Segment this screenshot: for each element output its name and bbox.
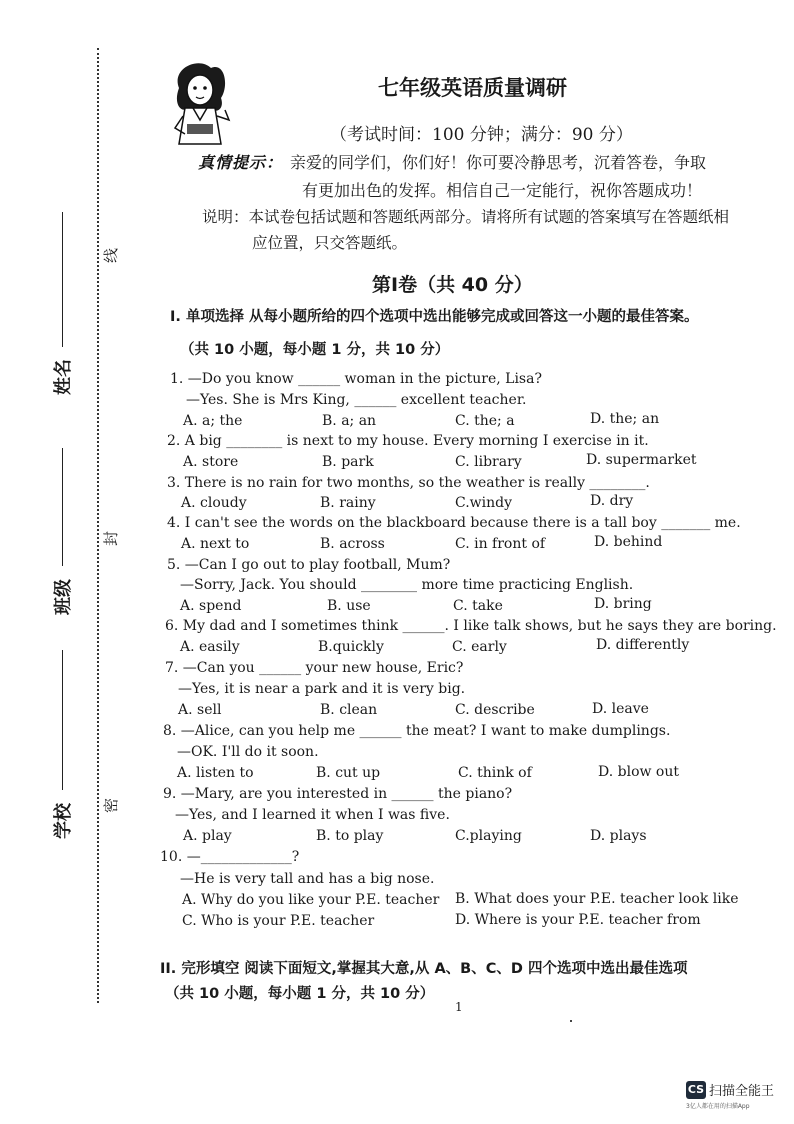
question-1-option-d: D. the; an [590,411,660,427]
question-7-option-c: C. describe [455,702,535,718]
instruction-line-2: 应位置，只交答题纸。 [252,234,408,252]
question-8-line-1: 8. —Alice, can you help me ______ the meat? I want to make dumplings. [163,723,671,739]
question-9-option-c: C.playing [455,828,522,844]
question-2-line-1: 2. A big ________ is next to my house. Every morning I exercise in it. [167,433,649,449]
question-2-option-b: B. park [322,454,374,470]
question-7-line-1: 7. —Can you ______ your new house, Eric? [165,660,464,676]
camscanner-logo-icon: CS [686,1081,706,1099]
question-9-option-a: A. play [183,828,232,844]
tip-line-1: 亲爱的同学们，你们好！你可要冷静思考，沉着答卷，争取 [290,153,707,172]
question-5-option-b: B. use [327,598,371,614]
question-10-option-d: D. Where is your P.E. teacher from [455,912,701,928]
tip-line-2: 有更加出色的发挥。相信自己一定能行，祝你答题成功！ [302,181,703,200]
question-1-line-2: —Yes. She is Mrs King, ______ excellent teacher. [186,392,527,408]
question-2-option-d: D. supermarket [586,452,697,468]
question-3-option-a: A. cloudy [181,495,247,511]
question-1-line-1: 1. —Do you know ______ woman in the picture, Lisa? [170,371,542,387]
watermark-text: 扫描全能王 [709,1084,775,1099]
seal-char-line: 线 [102,247,121,264]
question-8-option-d: D. blow out [598,764,679,780]
question-9-line-2: —Yes, and I learned it when I was five. [175,807,450,823]
exam-time-note: （考试时间：100 分钟；满分：90 分） [330,125,633,145]
question-10-option-b: B. What does your P.E. teacher look like [455,891,739,907]
name-label: 姓名 [53,359,74,395]
scanner-watermark [686,1079,775,1110]
question-4-line-1: 4. I can't see the words on the blackboard because there is a tall boy _______ me. [167,515,741,531]
question-9-option-d: D. plays [590,828,647,844]
question-5-option-c: C. take [453,598,503,614]
tip-label: 真情提示： [198,153,284,172]
section-two-title: II. 完形填空 阅读下面短文,掌握其大意,从 A、B、C、D 四个选项中选出最佳选项 [160,961,688,977]
question-5-option-d: D. bring [594,596,652,612]
seal-char-seal: 封 [102,530,121,547]
question-5-line-2: —Sorry, Jack. You should ________ more time practicing English. [180,577,634,593]
question-10-line-2: —He is very tall and has a big nose. [180,871,435,887]
page-number: 1 [455,1000,463,1014]
school-blank-line [62,650,63,790]
question-10-option-a: A. Why do you like your P.E. teacher [182,892,440,908]
school-label: 学校 [53,803,74,839]
question-5-option-a: A. spend [180,598,242,614]
question-3-option-d: D. dry [590,493,634,509]
question-1-option-c: C. the; a [455,413,515,429]
question-1-option-a: A. a; the [183,413,243,429]
scan-speck [570,1020,572,1022]
section-one-title: I. 单项选择 从每小题所给的四个选项中选出能够完成或回答这一小题的最佳答案。 [170,309,699,325]
question-6-option-a: A. easily [180,639,240,655]
question-3-option-b: B. rainy [320,495,376,511]
question-8-option-c: C. think of [458,765,532,781]
question-10-line-1: 10. —_____________? [160,849,300,865]
question-3-line-1: 3. There is no rain for two months, so the weather is really ________. [167,475,650,491]
name-blank-line [62,212,63,347]
question-5-line-1: 5. —Can I go out to play football, Mum? [167,557,451,573]
watermark-subtext: 3亿人都在用的扫描App [686,1103,750,1110]
question-4-option-a: A. next to [181,536,250,552]
question-3-option-c: C.windy [455,495,513,511]
question-7-line-2: —Yes, it is near a park and it is very big. [178,681,466,697]
question-8-option-b: B. cut up [316,765,381,781]
question-6-line-1: 6. My dad and I sometimes think ______. I like talk shows, but he says they are boring. [165,618,777,634]
question-1-option-b: B. a; an [322,413,377,429]
section-one-scoring: （共 10 小题，每小题 1 分，共 10 分） [180,342,450,358]
question-8-line-2: —OK. I'll do it soon. [177,744,319,760]
teacher-illustration-icon [165,58,237,146]
question-2-option-c: C. library [455,454,522,470]
question-10-option-c: C. Who is your P.E. teacher [182,913,375,929]
question-8-option-a: A. listen to [177,765,254,781]
question-4-option-b: B. across [320,536,385,552]
question-7-option-d: D. leave [592,701,649,717]
section-two-scoring: （共 10 小题，每小题 1 分，共 10 分） [165,986,435,1002]
binding-dotted-line [97,48,99,1003]
part-one-title: 第Ⅰ卷（共 40 分） [372,274,533,296]
seal-char-secret: 密 [102,797,121,814]
question-6-option-d: D. differently [596,637,690,653]
question-6-option-c: C. early [452,639,507,655]
question-9-option-b: B. to play [316,828,384,844]
question-4-option-d: D. behind [594,534,663,550]
page-title: 七年级英语质量调研 [378,76,567,100]
class-blank-line [62,448,63,566]
question-6-option-b: B.quickly [318,639,384,655]
class-label: 班级 [53,579,74,615]
question-9-line-1: 9. —Mary, are you interested in ______ the piano? [163,786,513,802]
question-7-option-b: B. clean [320,702,378,718]
question-2-option-a: A. store [183,454,239,470]
instruction-line-1: 说明：本试卷包括试题和答题纸两部分。请将所有试题的答案填写在答题纸相 [202,208,730,226]
question-7-option-a: A. sell [178,702,222,718]
question-4-option-c: C. in front of [455,536,546,552]
